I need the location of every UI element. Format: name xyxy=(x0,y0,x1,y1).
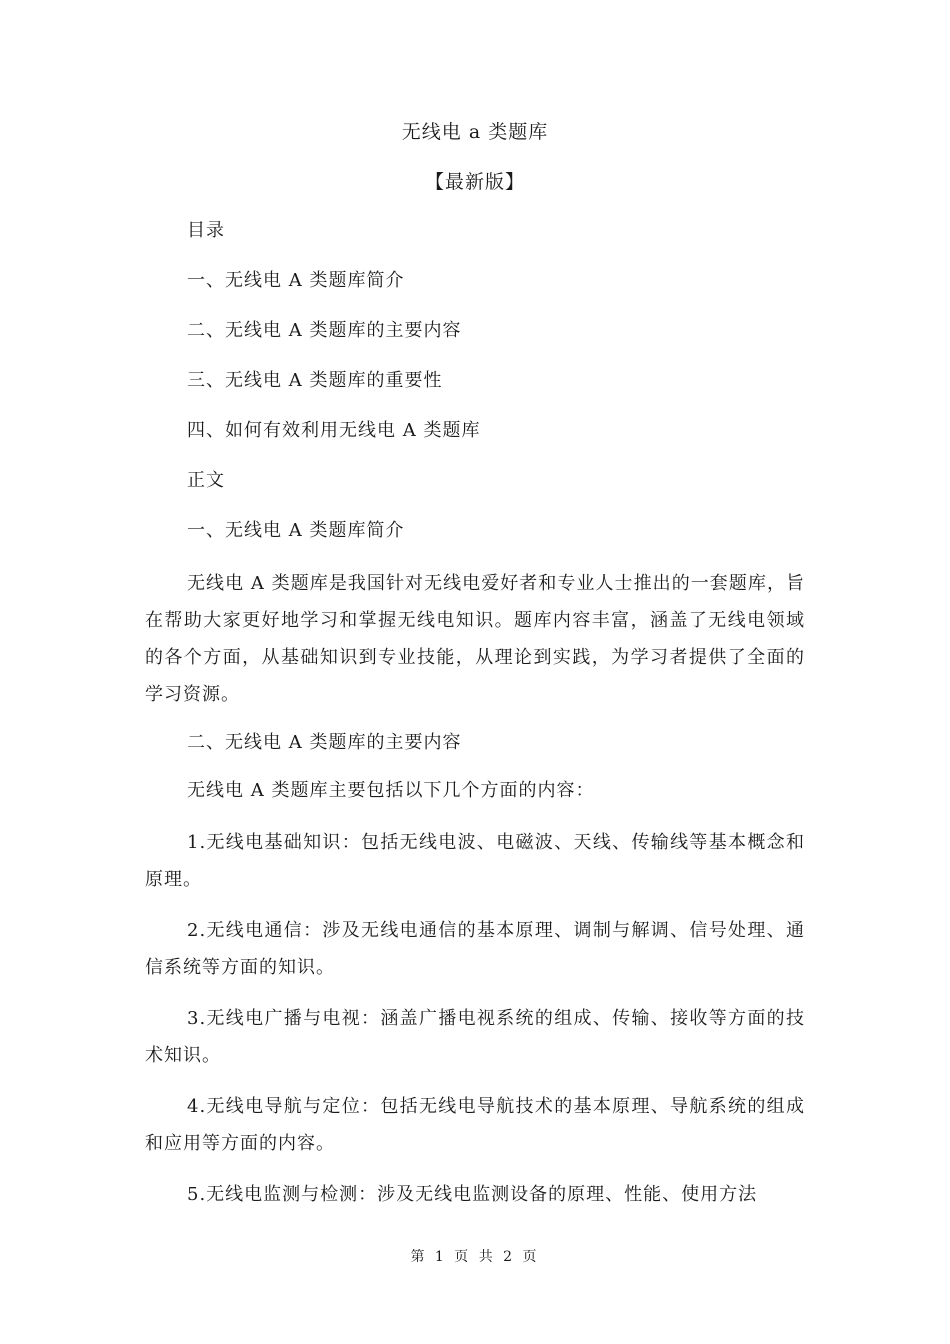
document-subtitle: 【最新版】 xyxy=(424,171,525,193)
toc-item: 三、无线电 A 类题库的重要性 xyxy=(187,370,443,391)
body-heading: 正文 xyxy=(187,470,225,491)
list-item: 1.无线电基础知识：包括无线电波、电磁波、天线、传输线等基本概念和原理。 xyxy=(145,832,805,890)
list-item: 2.无线电通信：涉及无线电通信的基本原理、调制与解调、信号处理、通信系统等方面的知识。 xyxy=(145,920,805,978)
list-item: 4.无线电导航与定位：包括无线电导航技术的基本原理、导航系统的组成和应用等方面的内容。 xyxy=(145,1096,805,1154)
section-heading: 一、无线电 A 类题库简介 xyxy=(187,520,405,541)
document-title: 无线电 a 类题库 xyxy=(401,121,549,143)
page-number: 第 1 页 共 2 页 xyxy=(410,1249,540,1265)
toc-heading: 目录 xyxy=(187,220,225,241)
section-heading: 二、无线电 A 类题库的主要内容 xyxy=(187,732,462,753)
toc-item: 四、如何有效利用无线电 A 类题库 xyxy=(187,420,481,441)
list-item: 3.无线电广播与电视：涵盖广播电视系统的组成、传输、接收等方面的技术知识。 xyxy=(145,1008,805,1066)
section-intro: 无线电 A 类题库主要包括以下几个方面的内容： xyxy=(187,780,595,801)
document-content xyxy=(145,217,805,1227)
list-item: 5.无线电监测与检测：涉及无线电监测设备的原理、性能、使用方法 xyxy=(187,1184,758,1205)
toc-item: 一、无线电 A 类题库简介 xyxy=(187,270,405,291)
section-paragraph: 无线电 A 类题库是我国针对无线电爱好者和专业人士推出的一套题库，旨在帮助大家更好地学习和掌握无线电知识。题库内容丰富，涵盖了无线电领域的各个方面，从基础知识到专业技能，从理论到实践，为学习者提供了全面的学习资源。 xyxy=(145,573,805,705)
toc-item: 二、无线电 A 类题库的主要内容 xyxy=(187,320,462,341)
